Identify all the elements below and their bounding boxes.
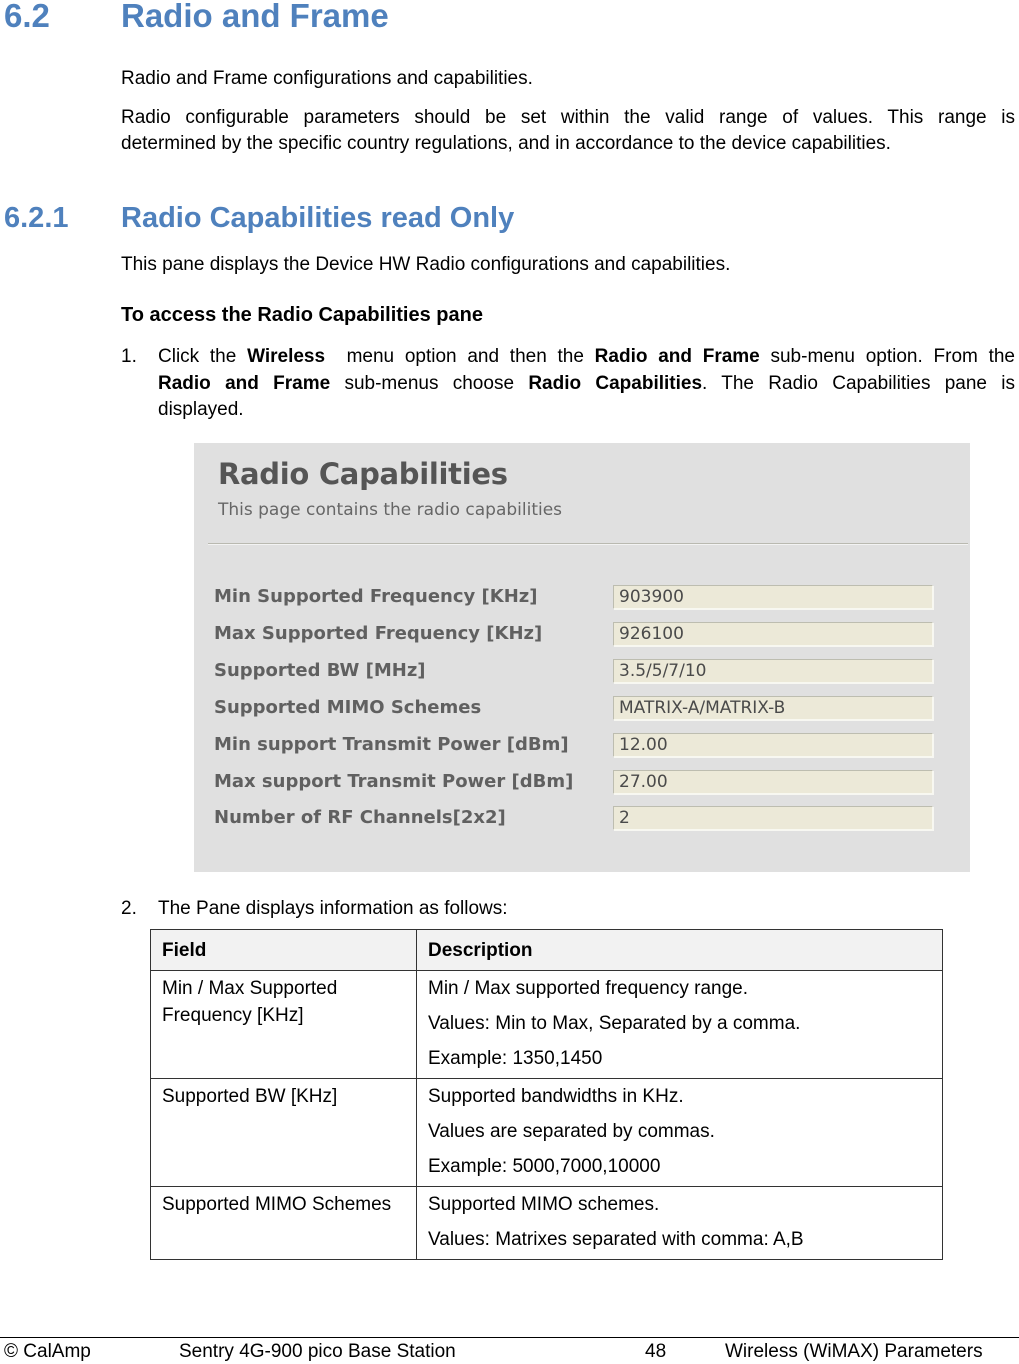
step2-number: 2. <box>121 898 137 919</box>
max-tx-power-field[interactable]: 27.00 <box>613 770 933 794</box>
table-cell-field: Supported MIMO Schemes <box>151 1187 417 1260</box>
max-tx-power-label: Max support Transmit Power [dBm] <box>214 771 574 792</box>
footer-chapter: Wireless (WiMAX) Parameters <box>725 1341 983 1362</box>
description-line: Supported bandwidths in KHz. <box>428 1086 684 1107</box>
max-frequency-label: Max Supported Frequency [KHz] <box>214 623 543 644</box>
min-tx-power-label: Min support Transmit Power [dBm] <box>214 734 569 755</box>
description-line: Supported MIMO schemes. <box>428 1194 660 1215</box>
step2-text: The Pane displays information as follows: <box>158 898 508 919</box>
min-frequency-label: Min Supported Frequency [KHz] <box>214 586 538 607</box>
description-line: Values: Matrixes separated with comma: A,B <box>428 1229 804 1250</box>
supported-bw-field[interactable]: 3.5/5/7/10 <box>613 659 933 683</box>
table-cell-description <box>417 1187 943 1260</box>
table-row <box>151 1079 943 1187</box>
table-cell-field: Min / Max Supported Frequency [KHz] <box>151 971 417 1079</box>
footer-page-number: 48 <box>645 1341 667 1362</box>
table-cell-description <box>417 971 943 1079</box>
procedure-heading: To access the Radio Capabilities pane <box>121 304 483 326</box>
section-para-line1: Radio configurable parameters should be set within the valid range of values. This range is <box>121 107 1015 128</box>
description-line: Values are separated by commas. <box>428 1121 715 1142</box>
table-row <box>151 971 943 1079</box>
step1-line2: Radio and Frame sub-menus choose Radio Capabilities. The Radio Capabilities pane is <box>158 373 1016 394</box>
description-line: Example: 5000,7000,10000 <box>428 1156 661 1177</box>
header-description: Description <box>417 930 943 971</box>
screenshot-subtitle: This page contains the radio capabilities <box>218 500 563 520</box>
section-title: Radio and Frame <box>121 0 389 34</box>
description-line: Values: Min to Max, Separated by a comma. <box>428 1013 801 1034</box>
supported-bw-label: Supported BW [MHz] <box>214 660 426 681</box>
screenshot-divider <box>208 543 968 545</box>
mimo-schemes-label: Supported MIMO Schemes <box>214 697 482 718</box>
step1-line3: displayed. <box>158 399 244 420</box>
footer-product: Sentry 4G-900 pico Base Station <box>179 1341 456 1362</box>
step1-number: 1. <box>121 346 137 367</box>
subsection-title: Radio Capabilities read Only <box>121 202 515 234</box>
subsection-intro: This pane displays the Device HW Radio configurations and capabilities. <box>121 254 731 275</box>
section-number: 6.2 <box>4 0 50 34</box>
subsection-number: 6.2.1 <box>4 202 69 234</box>
rf-channels-label: Number of RF Channels[2x2] <box>214 807 506 828</box>
mimo-schemes-field[interactable]: MATRIX-A/MATRIX-B <box>613 696 933 720</box>
min-frequency-field[interactable]: 903900 <box>613 585 933 609</box>
description-line: Min / Max supported frequency range. <box>428 978 749 999</box>
section-intro: Radio and Frame configurations and capabilities. <box>121 68 533 89</box>
rf-channels-field[interactable]: 2 <box>613 806 933 830</box>
section-para-line2: determined by the specific country regulations, and in accordance to the device capabilities. <box>121 133 891 154</box>
max-frequency-field[interactable]: 926100 <box>613 622 933 646</box>
description-line: Example: 1350,1450 <box>428 1048 603 1069</box>
table-row <box>151 1187 943 1260</box>
min-tx-power-field[interactable]: 12.00 <box>613 733 933 757</box>
fields-table <box>150 929 943 1260</box>
radio-capabilities-screenshot <box>194 443 970 872</box>
step1-line1: Click the Wireless menu option and then the Radio and Frame sub-menu option. From the <box>158 346 1015 367</box>
table-header-row <box>151 930 943 971</box>
footer-divider <box>0 1337 1019 1338</box>
header-field: Field <box>151 930 417 971</box>
table-cell-field: Supported BW [KHz] <box>151 1079 417 1187</box>
footer-copyright: © CalAmp <box>4 1341 91 1362</box>
screenshot-title: Radio Capabilities <box>218 457 508 491</box>
table-cell-description <box>417 1079 943 1187</box>
